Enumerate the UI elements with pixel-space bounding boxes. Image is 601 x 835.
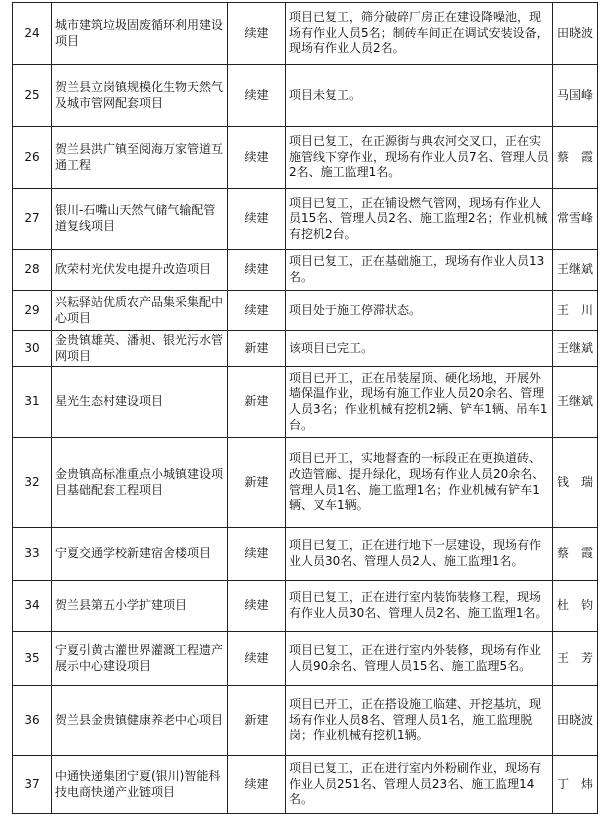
- project-status: 续建: [228, 250, 286, 291]
- project-status: 续建: [228, 528, 286, 581]
- project-name: 城市建筑垃圾固废循环利用建设项目: [52, 3, 228, 65]
- project-name: 贺兰县洪广镇至阅海万家管道互通工程: [52, 127, 228, 189]
- row-number: 31: [13, 367, 52, 438]
- project-status: 续建: [228, 291, 286, 331]
- responsible-person: 马国峰: [553, 65, 598, 127]
- project-name: 贺兰县立岗镇规模化生物天然气及城市管网配套项目: [52, 65, 228, 127]
- responsible-person: 常雪峰: [553, 189, 598, 250]
- responsible-person: 田晓波: [553, 3, 598, 65]
- progress-description: 项目已开工，正在搭设施工临建、开挖基坑，现场有作业人员8名、管理人员1名，施工监理脱岗；作业机械有挖机1辆。: [286, 686, 553, 756]
- table-row: [13, 756, 598, 814]
- responsible-person: 王继斌: [553, 367, 598, 438]
- responsible-person: 蔡 霞: [553, 528, 598, 581]
- table-row: [13, 632, 598, 686]
- responsible-person: 丁 炜: [553, 756, 598, 814]
- row-number: 26: [13, 127, 52, 189]
- table-row: [13, 438, 598, 528]
- project-name: 贺兰县第五小学扩建项目: [52, 581, 228, 632]
- responsible-person: 王继斌: [553, 250, 598, 291]
- project-status: 新建: [228, 367, 286, 438]
- project-table: [12, 2, 598, 814]
- responsible-person: 王 芳: [553, 632, 598, 686]
- project-status: 续建: [228, 65, 286, 127]
- progress-description: 项目已复工，正在进行室内装饰装修工程，现场有作业人员30名、管理人员2名、施工监理1名。: [286, 581, 553, 632]
- table-row: [13, 189, 598, 250]
- progress-description: 项目已复工，正在进行地下一层建设，现场有作业人员30名、管理人员2人、施工监理1名。: [286, 528, 553, 581]
- project-status: 新建: [228, 438, 286, 528]
- project-name: 贺兰县金贵镇健康养老中心项目: [52, 686, 228, 756]
- row-number: 25: [13, 65, 52, 127]
- project-status: 续建: [228, 3, 286, 65]
- project-status: 新建: [228, 686, 286, 756]
- row-number: 34: [13, 581, 52, 632]
- table-body: [13, 3, 598, 814]
- progress-description: 该项目已完工。: [286, 331, 553, 367]
- project-name: 宁夏交通学校新建宿舍楼项目: [52, 528, 228, 581]
- table-row: [13, 367, 598, 438]
- row-number: 24: [13, 3, 52, 65]
- progress-description: 项目已复工，筛分破碎厂房正在建设降噪池，现场有作业人员5名；制砖车间正在调试安装设备，现场有作业人员2名。: [286, 3, 553, 65]
- project-status: 续建: [228, 581, 286, 632]
- progress-description: 项目已复工，正在进行室内外粉刷作业，现场有作业人员251名、管理人员23名、施工监理14名。: [286, 756, 553, 814]
- responsible-person: 蔡 霞: [553, 127, 598, 189]
- project-name: 银川-石嘴山天然气储气输配管道复线项目: [52, 189, 228, 250]
- responsible-person: 田晓波: [553, 686, 598, 756]
- responsible-person: 王 川: [553, 291, 598, 331]
- responsible-person: 杜 钧: [553, 581, 598, 632]
- table-row: [13, 686, 598, 756]
- project-name: 兴耘驿站优质农产品集采集配中心项目: [52, 291, 228, 331]
- row-number: 37: [13, 756, 52, 814]
- project-status: 续建: [228, 756, 286, 814]
- progress-description: 项目已复工，在正源街与典农河交叉口，正在实施管线下穿作业，现场有作业人员7名、管理人员2名、施工监理1名。: [286, 127, 553, 189]
- progress-description: 项目已复工，正在基础施工，现场有作业人员13名。: [286, 250, 553, 291]
- project-status: 续建: [228, 632, 286, 686]
- progress-description: 项目已开工，正在吊装屋顶、硬化场地，开展外墙保温作业，现场有施工作业人员20余名、管理人员3名；作业机械有挖机2辆、铲车1辆、吊车1台。: [286, 367, 553, 438]
- row-number: 35: [13, 632, 52, 686]
- table-row: [13, 250, 598, 291]
- table-row: [13, 127, 598, 189]
- project-name: 星光生态村建设项目: [52, 367, 228, 438]
- progress-description: 项目处于施工停滞状态。: [286, 291, 553, 331]
- progress-description: 项目已复工，正在进行室内外装修，现场有作业人员90余名、管理人员15名、施工监理5名。: [286, 632, 553, 686]
- progress-description: 项目未复工。: [286, 65, 553, 127]
- row-number: 32: [13, 438, 52, 528]
- row-number: 36: [13, 686, 52, 756]
- row-number: 28: [13, 250, 52, 291]
- responsible-person: 钱 瑞: [553, 438, 598, 528]
- table-row: [13, 331, 598, 367]
- row-number: 27: [13, 189, 52, 250]
- table-row: [13, 3, 598, 65]
- project-status: 新建: [228, 331, 286, 367]
- row-number: 29: [13, 291, 52, 331]
- progress-description: 项目已复工，正在铺设燃气管网，现场有作业人员15名、管理人员2名、施工监理2名；作业机械有挖机2台。: [286, 189, 553, 250]
- row-number: 30: [13, 331, 52, 367]
- table-row: [13, 291, 598, 331]
- progress-description: 项目已开工，实地督查的一标段正在更换道砖、改造管廊、提升绿化，现场有作业人员20余名、管理人员1名、施工监理1名；作业机械有铲车1辆、叉车1辆。: [286, 438, 553, 528]
- table-row: [13, 65, 598, 127]
- project-name: 金贵镇高标准重点小城镇建设项目基础配套工程项目: [52, 438, 228, 528]
- project-status: 续建: [228, 127, 286, 189]
- project-name: 金贵镇雄英、潘昶、银光污水管网项目: [52, 331, 228, 367]
- responsible-person: 王继斌: [553, 331, 598, 367]
- row-number: 33: [13, 528, 52, 581]
- table-row: [13, 528, 598, 581]
- project-status: 续建: [228, 189, 286, 250]
- project-name: 中通快递集团宁夏(银川)智能科技电商快递产业链项目: [52, 756, 228, 814]
- table-row: [13, 581, 598, 632]
- project-name: 宁夏引黄古灌世界灌溉工程遗产展示中心建设项目: [52, 632, 228, 686]
- project-name: 欣荣村光伏发电提升改造项目: [52, 250, 228, 291]
